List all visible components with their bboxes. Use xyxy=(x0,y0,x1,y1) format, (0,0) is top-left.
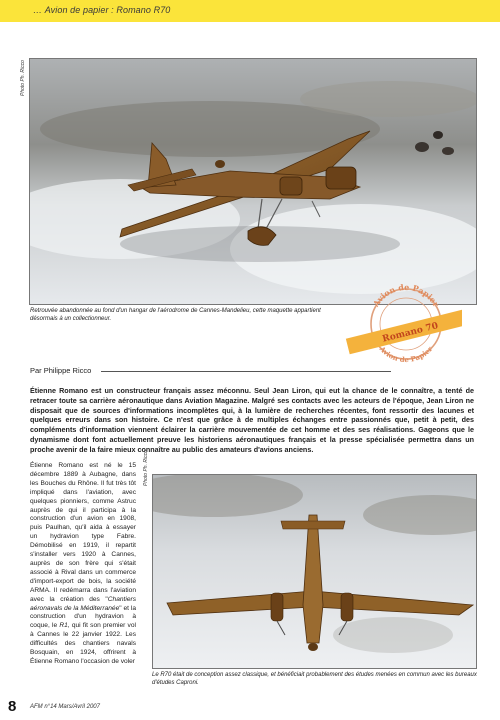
svg-text:Avion de Papier xyxy=(377,344,434,364)
intro-paragraph: Étienne Romano est un constructeur français assez méconnu. Seul Jean Liron, qui eut la chance de le connaître, a tenté de retracer toute sa carrière aéronautique dans Aviation Magazine. Malgré ses contacts avec les acteurs de l'époque, Jean Liron ne disposait que de sources d'informations incomplètes qui, à la lumière de recherches récentes, font ressortir des lacunes et quelques erreurs dans son histoire. Ce n'est que grâce à de multiples échanges entre passionnés que, petit à petit, des compléments d'information viennent éclairer la carrière mouvementée de cet homme et des ses réalisations. Gageons que le dynamisme dont font actuellement preuve les historiens aéronautiques français et la presse spécialisée permettra dans un proche avenir de la faire mieux connaître au public des amateurs d'avions anciens. xyxy=(30,386,474,454)
stamp-banner-text: Romano 70 xyxy=(381,321,440,345)
author-rule xyxy=(101,371,391,372)
stamp-top-text: Avion de Papier xyxy=(370,281,442,309)
photo-model-plane-snow xyxy=(29,58,477,305)
svg-text:Avion de Papier xyxy=(370,282,442,309)
header-title: … Avion de papier : Romano R70 xyxy=(33,5,171,15)
body-italic-2: R1 xyxy=(59,622,68,630)
body-text-3: , qui fit son premier vol à Cannes le 22 janvier 1922. Les difficultés des chantiers navals Bosquain, en 1924, offrirent à Étienne Romano l'occasion de voler xyxy=(30,622,136,665)
body-column xyxy=(30,462,136,667)
header-title-text: Avion de papier : Romano R70 xyxy=(44,5,171,15)
page-number: 8 xyxy=(8,698,17,715)
photo2-caption: Le R70 était de conception assez classique, et bénéficiait probablement des études menées en commun avec les bureaux d'études Caproni. xyxy=(152,672,477,686)
photo-model-plane-top-view xyxy=(152,474,477,669)
avion-de-papier-stamp xyxy=(344,280,462,366)
author-byline: Par Philippe Ricco xyxy=(30,366,92,375)
issue-label: AFM n°14 Mars/Avril 2007 xyxy=(30,704,100,710)
body-italic-1: Chantiers aéronavals de la Méditerranée xyxy=(30,595,136,612)
photo1-caption: Retrouvée abandonnée au fond d'un hangar de l'aérodrome de Cannes-Mandelieu, cette maquette appartient désormais à un collectionneur. xyxy=(30,308,321,322)
photo2-credit: Photo Ph. Ricco xyxy=(143,450,149,486)
body-text-1: Étienne Romano est né le 15 décembre 1889 à Aubagne, dans les Bouches du Rhône. Il fut très tôt impliqué dans l'aviation, avec quelques pionniers, comme Astruc auprès de qui il participa à la construction d'un avion en 1908, puis Paulhan, qu'il aida à essayer un hydravion type Fabre. Démobilisé en 1919, il repartit s'installer vers 1920 à Cannes, auprès de son frère qui s'était associé à Rival dans un commerce d'import-export de bois, la société ARMA. Il redémarra dans l'aviation avec la création des " xyxy=(30,462,136,603)
photo1-credit: Photo Ph. Ricco xyxy=(20,60,26,96)
stamp-bottom-text: Avion de Papier xyxy=(377,344,435,365)
body-text-2: " et la construction d'un hydravion à coque, le xyxy=(30,604,136,630)
